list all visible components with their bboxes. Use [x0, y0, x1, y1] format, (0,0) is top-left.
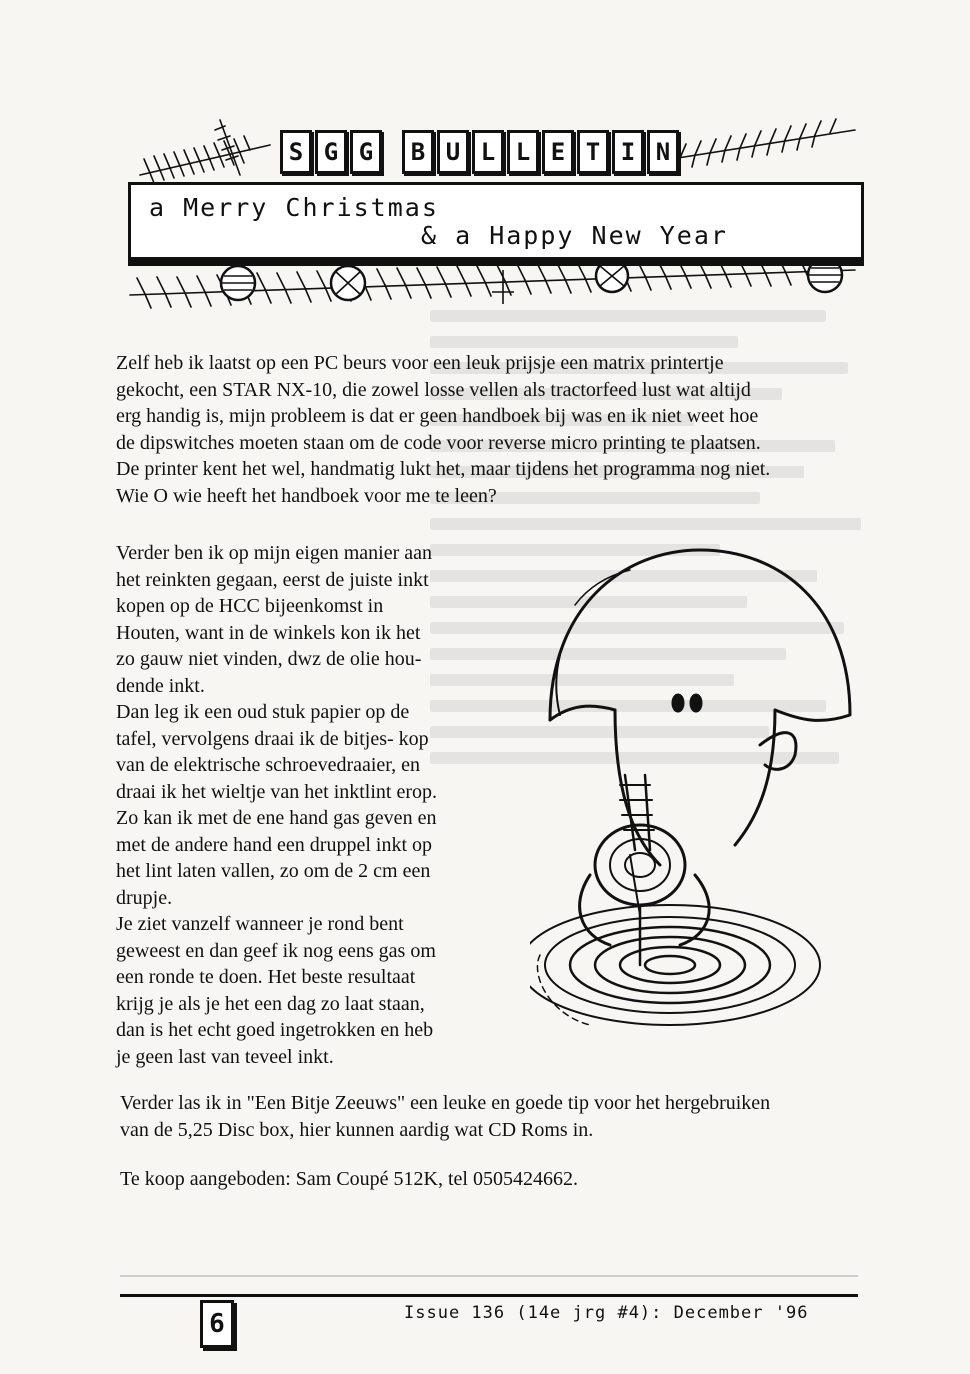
header: [120, 100, 865, 315]
text-line: je geen last van teveel inkt.: [116, 1045, 334, 1068]
text-line: Verder ben ik op mijn eigen manier aan: [116, 542, 432, 564]
logo-letter: E: [542, 130, 574, 174]
greeting-line-2: & a Happy New Year: [421, 221, 728, 250]
text-line: van de 5,25 Disc box, hier kunnen aardig wat CD Roms in.: [120, 1118, 594, 1141]
text-line: krijg je als je het een dag zo laat staan,: [116, 992, 425, 1015]
text-line: Zo kan ik met de ene hand gas geven en: [116, 807, 437, 829]
logo-letter: U: [437, 130, 469, 174]
footer-rule: [120, 1294, 858, 1297]
text-line: gekocht, een STAR NX-10, die zowel losse vellen als tractorfeed lust wat altijd: [116, 378, 751, 401]
intro-paragraph: [116, 350, 856, 509]
for-sale-paragraph: [120, 1166, 880, 1193]
mushroom-mascot-illustration: [530, 545, 875, 1045]
disc-box-paragraph: [120, 1090, 880, 1143]
greeting-banner: [128, 182, 864, 260]
text-line: drupje.: [116, 886, 173, 909]
logo-letter: G: [315, 130, 347, 174]
text-line: Houten, want in de winkels kon ik het: [116, 621, 421, 644]
text-line: erg handig is, mijn probleem is dat er geen handboek bij was en ik niet weet hoe: [116, 405, 759, 427]
footer-faint-rule: [120, 1275, 858, 1277]
logo-letter: L: [507, 130, 539, 174]
text-line: Wie O wie heeft het handboek voor me te leen?: [116, 484, 497, 507]
logo-letter: I: [612, 130, 644, 174]
issue-label: Issue 136 (14e jrg #4): December '96: [404, 1303, 809, 1323]
logo-letter: S: [280, 130, 312, 174]
text-line: tafel, vervolgens draai ik de bitjes- kop: [116, 727, 429, 750]
logo-letter: G: [350, 130, 382, 174]
text-line: geweest en dan geef ik nog eens gas om: [116, 939, 436, 962]
logo-letter: B: [402, 130, 434, 174]
greeting-line-1: a Merry Christmas: [149, 193, 439, 222]
text-line: het reinkten gegaan, eerst de juiste inkt: [116, 568, 429, 591]
text-line: met de andere hand een druppel inkt op: [116, 833, 432, 856]
logo-letter: L: [472, 130, 504, 174]
logo-letter: T: [577, 130, 609, 174]
text-line: het lint laten vallen, zo om de 2 cm een: [116, 860, 431, 882]
text-line: dan is het echt goed ingetrokken en heb: [116, 1019, 434, 1041]
text-line: draai ik het wieltje van het inktlint erop.: [116, 780, 438, 803]
text-line: De printer kent het wel, handmatig lukt het, maar tijdens het programma nog niet.: [116, 458, 771, 480]
bulletin-logo: [280, 130, 693, 174]
logo-letter: N: [647, 130, 679, 174]
text-line: Dan leg ik een oud stuk papier op de: [116, 701, 410, 723]
text-line: kopen op de HCC bijeenkomst in: [116, 595, 384, 617]
logo-group-sgg: [280, 130, 382, 174]
text-line: Je ziet vanzelf wanneer je rond bent: [116, 913, 404, 935]
text-line: Zelf heb ik laatst op een PC beurs voor een leuk prijsje een matrix printertje: [116, 352, 724, 374]
text-line: zo gauw niet vinden, dwz de olie hou-: [116, 648, 422, 670]
logo-group-bulletin: [402, 130, 679, 174]
text-line: van de elektrische schroevedraaier, en: [116, 754, 421, 776]
text-line: de dipswitches moeten staan om de code voor reverse micro printing te plaatsen.: [116, 431, 761, 454]
ink-paragraph: [116, 540, 496, 1070]
text-line: een ronde te doen. Het beste resultaat: [116, 966, 416, 988]
text-line: dende inkt.: [116, 674, 205, 697]
page-number: 6: [200, 1300, 234, 1348]
for-sale-line: Te koop aangeboden: Sam Coupé 512K, tel 0505424662.: [120, 1168, 578, 1190]
text-line: Verder las ik in "Een Bitje Zeeuws" een leuke en goede tip voor het hergebruiken: [120, 1092, 771, 1114]
